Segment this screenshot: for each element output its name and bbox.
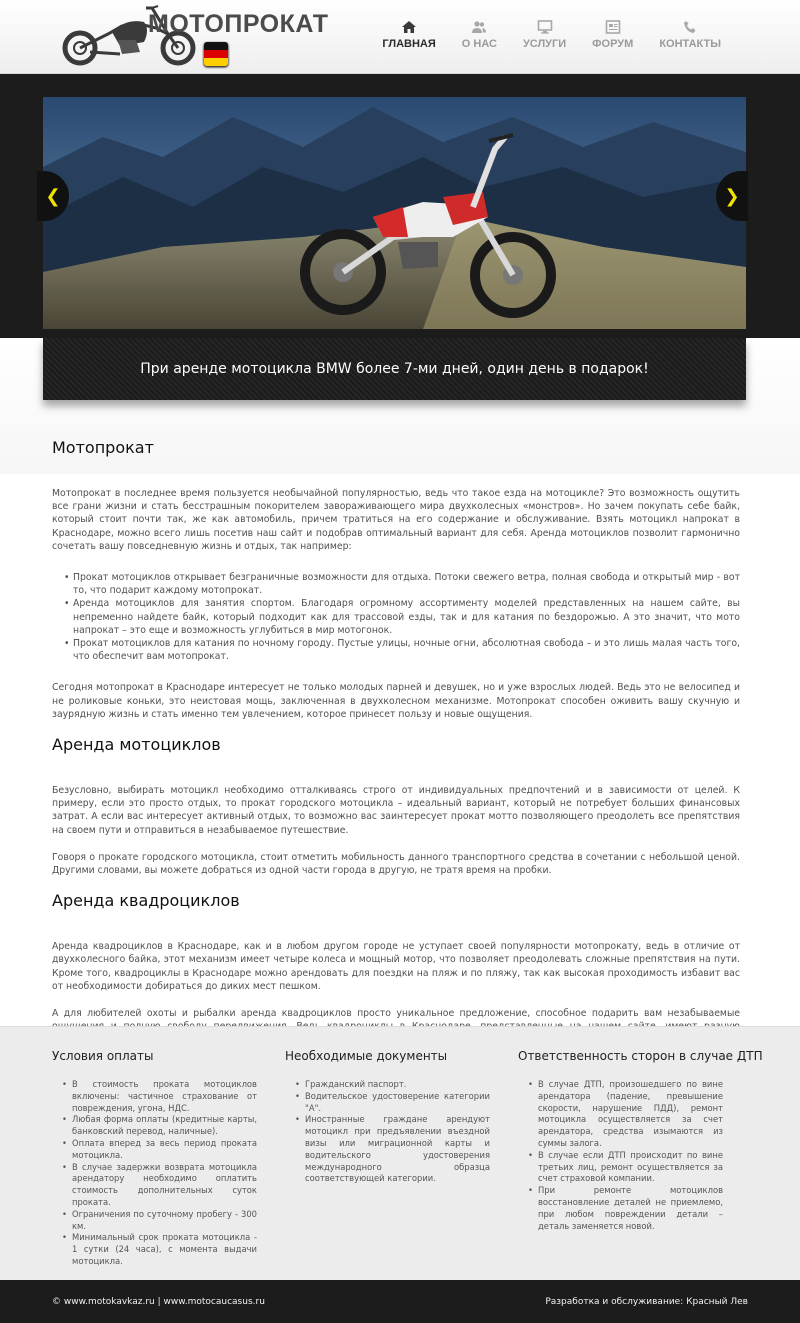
site-logo[interactable] [60,4,329,70]
nav-item-forum[interactable] [579,20,646,50]
nav-label: ФОРУМ [592,38,634,50]
flag-germany-icon[interactable] [204,42,228,66]
promo-banner [43,338,746,400]
nav-label: КОНТАКТЫ [659,38,721,50]
column-list [62,1079,257,1268]
list-item: • Иностранные граждане арендуют мотоцикл при предъявлении въездной визы или миграционной карты и водительского удостоверения международного образца соответствующей категории. [295,1114,490,1185]
section-title: Аренда мотоциклов [52,735,221,755]
site-footer [0,1280,800,1323]
nav-label: ГЛАВНАЯ [382,38,436,50]
info-columns [0,1026,800,1280]
nav-item-services[interactable] [510,20,579,50]
section-title: Мотопрокат [52,438,154,457]
column-title: Ответственность сторон в случае ДТП [518,1049,763,1063]
main-content [52,438,763,1063]
list-item: • В стоимость проката мотоциклов включены: частичное страхование от повреждения, угона, НДС. [62,1079,257,1114]
section-paragraph: Мотопрокат в последнее время пользуется необычайной популярностью, ведь что такое езда на мотоцикле? Это возможность ощутить все грани жизни и стать бесстрашным покорителем завораживающего мира двухколесных «монстров». Но зачем покупать себе байк, который стоит почти так, же как автомобиль, причем тратиться на его содержание и обслуживание. Взять мотоцикл напрокат в Краснодаре, можно всего лишь посетив наш сайт и подобрав оптимальный вариант для себя. Аренда мотоциклов позволит гармонично сочетать вашу повседневную жизнь и отдых, так например: [52,488,740,552]
info-column-liability [518,1049,763,1232]
section-motoprokat [52,438,740,721]
section-paragraph: Аренда квадроциклов в Краснодаре, как и в любом другом городе не уступает своей популярности мотопрокату, ведь в отличие от двухколесного байка, этот механизм имеет четыре колеса и мощный мотор, что позволяет преодолевать сложные препятствия на пути. Кроме того, квадроциклы в Краснодаре можно арендовать для поездки на пляж и по пляжу, так как высокая проходимость избавит вас от необходимости добираться до диких мест пешком. [52,941,740,992]
forum-icon [605,20,621,34]
list-item: • Оплата вперед за весь период проката мотоцикла. [62,1138,257,1162]
list-item: • Ограничения по суточному пробегу - 300 км. [62,1209,257,1233]
section-quad-rental [52,891,740,1046]
main-nav [369,20,734,50]
section-motorcycle-rental [52,735,740,877]
column-title: Необходимые документы [285,1049,448,1063]
section-paragraph: Говоря о прокате городского мотоцикла, стоит отметить мобильность данного транспортного средства в сочетании с небольшой ценой. Другими словами, вы можете добраться из одной части города в другую, не тратя время на пробки. [52,851,740,877]
site-header [0,0,800,74]
list-item: • Прокат мотоциклов открывает безграничные возможности для отдыха. Потоки свежего ветра, полная свобода и открытый мир - вот то, что подарит каждому мотопрокат. [64,571,740,597]
logo-text: МОТОПРОКАТ [148,10,329,38]
nav-item-contacts[interactable] [646,20,734,50]
section-paragraph: Безусловно, выбирать мотоцикл необходимо отталкиваясь строго от индивидуальных предпочтений и в зависимости от целей. К примеру, если это просто отдых, то прокат городского мотоцикла – идеальный вариант, который не потребует больших финансовых затрат. А если вас интересует активный отдых, то возможно вас заинтересует прокат мотто позволяющего преодолеть все препятствия на своем пути и отправиться в незабываемое путешествие. [52,785,740,836]
nav-label: УСЛУГИ [522,38,567,50]
nav-label: О НАС [461,38,497,50]
footer-site-links[interactable]: © www.motokavkaz.ru | www.motocaucasus.ru [52,1296,265,1307]
footer-developer-credit[interactable]: Разработка и обслуживание: Красный Лев [545,1296,748,1307]
nav-item-home[interactable] [369,20,448,50]
list-item: • В случае если ДТП происходит по вине третьих лиц, ремонт осуществляется за счет страховой компании. [528,1150,723,1185]
dirt-bike-photo [43,97,746,329]
section-paragraph: Сегодня мотопрокат в Краснодаре интересует не только молодых парней и девушек, но и уже взрослых людей. Ведь это не велосипед и не роликовые коньки, это неистовая мощь, заключенная в двухколесном механизме. Мотопрокат способен оживить вашу скучную и заурядную жизнь и стать именно тем увлечением, которое принесет пользу и новые ощущения. [52,682,740,720]
list-item: • В случае задержки возврата мотоцикла арендатору необходимо оплатить стоимость дополнительных суток проката. [62,1162,257,1209]
list-item: • Минимальный срок проката мотоцикла - 1 сутки (24 часа), с момента выдачи мотоцикла. [62,1232,257,1267]
column-list [528,1079,723,1232]
chevron-left-icon: ❮ [45,186,61,206]
list-item: • Гражданский паспорт. [295,1079,490,1091]
section-title: Аренда квадроциклов [52,891,240,911]
list-item: • Любая форма оплаты (кредитные карты, банковский перевод, наличные). [62,1114,257,1138]
phone-icon [682,20,698,34]
promo-banner-text: При аренде мотоцикла BMW более 7-ми дней, один день в подарок! [140,361,649,377]
column-list [295,1079,490,1185]
monitor-icon [537,20,553,34]
info-column-documents [285,1049,490,1185]
nav-item-about[interactable] [449,20,510,50]
hero-slider [0,74,800,338]
list-item: • Аренда мотоциклов для занятия спортом. Благодаря огромному ассортименту моделей представленных на нашем сайте, вы непременно найдете байк, который подходит как для трассовой езды, так и для катания по бездорожью. А это значит, что мото напрокат – это еще и возможность углубиться в мир мотогонок. [64,597,740,637]
list-item: • При ремонте мотоциклов восстановление деталей не приемлемо, при любом повреждении детали – деталь заменяется новой. [528,1185,723,1232]
list-item: • Прокат мотоциклов для катания по ночному городу. Пустые улицы, ночные огни, абсолютная свобода – и это лишь малая часть того, что обеспечит вам мотопрокат. [64,637,740,663]
section-bullet-list [64,571,740,663]
slide-image[interactable] [43,97,746,329]
chevron-right-icon: ❯ [724,186,740,206]
column-title: Условия оплаты [52,1049,154,1063]
home-icon [401,20,417,34]
list-item: • Водительское удостоверение категории "А". [295,1091,490,1115]
info-column-payment [52,1049,257,1268]
section-paragraph: А для любителей охоты и рыбалки аренда квадроциклов просто уникальное предложение, способное подарить вам незабываемые [52,1008,740,1020]
users-icon [471,20,487,34]
list-item: • В случае ДТП, произошедшего по вине арендатора (падение, превышение скорости, нарушение ПДД), ремонт мотоцикла осуществляется за счет арендатора, средства изымаются из суммы залога. [528,1079,723,1150]
